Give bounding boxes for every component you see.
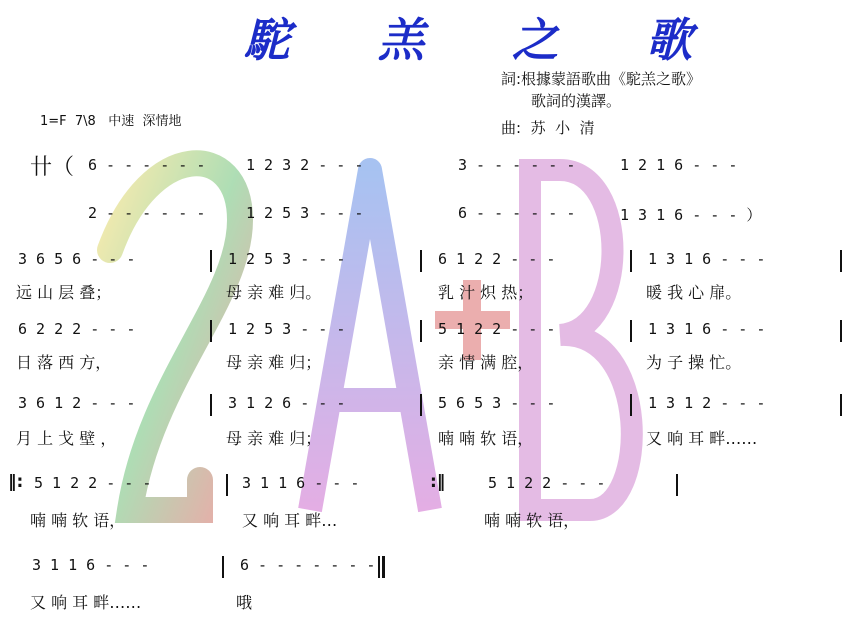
lyric: 日 落 西 方，	[16, 353, 112, 372]
measure: 5 1 2 2 - - -	[438, 320, 556, 338]
measure: 5 1 2 2 - - -	[488, 474, 606, 492]
measure: 3 6 5 6 - - -	[18, 250, 136, 268]
barline	[222, 556, 224, 578]
key-tempo-info: 1=F 7\8 中速 深情地	[40, 114, 182, 129]
verse-2-notes	[0, 320, 867, 344]
lyric: 又 响 耳 畔…	[242, 511, 338, 530]
measure: 5 1 2 2 - - -	[34, 474, 152, 492]
measure: 6 - - - - - - -	[240, 556, 376, 574]
repeat-start-sign: ‖:	[8, 472, 24, 492]
intro-measure: 1 2 3 2 - - -	[246, 156, 364, 174]
barline	[630, 250, 632, 272]
lyric: 喃 喃 软 语，	[484, 511, 580, 530]
intro-measure: 6 - - - - - -	[88, 156, 206, 174]
lyric: 远 山 层 叠；	[16, 283, 112, 302]
verse-1-lyrics	[0, 280, 867, 304]
barline	[210, 250, 212, 272]
repeat-lyrics	[0, 508, 867, 532]
measure: 1 2 5 3 - - -	[228, 250, 346, 268]
barline	[420, 394, 422, 416]
measure: 1 2 5 3 - - -	[228, 320, 346, 338]
barline	[210, 394, 212, 416]
verse-1-notes	[0, 250, 867, 274]
intro-row-1	[0, 156, 867, 180]
barline	[630, 320, 632, 342]
measure: 6 2 2 2 - - -	[18, 320, 136, 338]
music-credit: 曲: 苏 小 清	[501, 119, 595, 137]
intro-measure: 1 2 1 6 - - -	[620, 156, 738, 174]
lyric: 乳 汁 炽 热；	[438, 283, 534, 302]
barline	[420, 320, 422, 342]
lyric: 亲 情 满 腔，	[438, 353, 534, 372]
final-barline-thick	[382, 556, 385, 578]
lyric: 又 响 耳 畔……	[30, 593, 142, 612]
intro-measure: 2 - - - - - -	[88, 204, 206, 222]
barline	[840, 320, 842, 342]
barline	[630, 394, 632, 416]
intro-measure: 1 2 5 3 - - -	[246, 204, 364, 222]
verse-3-notes	[0, 394, 867, 418]
intro-measure: 1 3 1 6 - - - ）	[620, 206, 762, 224]
intro-measure: 3 - - - - - -	[458, 156, 576, 174]
barline	[676, 474, 678, 496]
barline	[840, 394, 842, 416]
measure: 3 1 1 6 - - -	[242, 474, 360, 492]
measure: 3 6 1 2 - - -	[18, 394, 136, 412]
barline	[210, 320, 212, 342]
intro-row-2	[0, 204, 867, 228]
barline	[840, 250, 842, 272]
measure: 3 1 1 6 - - -	[32, 556, 150, 574]
ending-lyrics	[0, 590, 867, 614]
barline	[420, 250, 422, 272]
lyric: 母 亲 难 归。	[226, 283, 322, 302]
lyric: 喃 喃 软 语，	[438, 429, 534, 448]
measure: 1 3 1 6 - - -	[648, 250, 766, 268]
song-title: 駝 羔 之 歌	[244, 13, 729, 67]
intro-mark: 卄（	[30, 155, 75, 180]
lyric: 哦	[236, 593, 253, 612]
measure: 3 1 2 6 - - -	[228, 394, 346, 412]
lyric: 又 响 耳 畔……	[646, 429, 758, 448]
lyric: 母 亲 难 归；	[226, 429, 322, 448]
lyric: 母 亲 难 归；	[226, 353, 322, 372]
lyric: 月 上 戈 壁 ，	[16, 429, 117, 448]
repeat-notes	[0, 474, 867, 498]
measure: 5 6 5 3 - - -	[438, 394, 556, 412]
lyric: 喃 喃 软 语，	[30, 511, 126, 530]
lyric: 为 子 操 忙。	[646, 353, 742, 372]
measure: 1 3 1 6 - - -	[648, 320, 766, 338]
final-barline	[378, 556, 380, 578]
barline	[226, 474, 228, 496]
measure: 6 1 2 2 - - -	[438, 250, 556, 268]
lyrics-credit-line2: 歌詞的漢譯。	[531, 92, 622, 110]
verse-3-lyrics	[0, 426, 867, 450]
intro-measure: 6 - - - - - -	[458, 204, 576, 222]
verse-2-lyrics	[0, 350, 867, 374]
lyrics-credit-line1: 詞:根據蒙語歌曲《駝羔之歌》	[501, 70, 702, 88]
lyric: 暖 我 心 扉。	[646, 283, 742, 302]
repeat-end-sign: :‖	[430, 472, 446, 492]
ending-notes	[0, 556, 867, 580]
measure: 1 3 1 2 - - -	[648, 394, 766, 412]
